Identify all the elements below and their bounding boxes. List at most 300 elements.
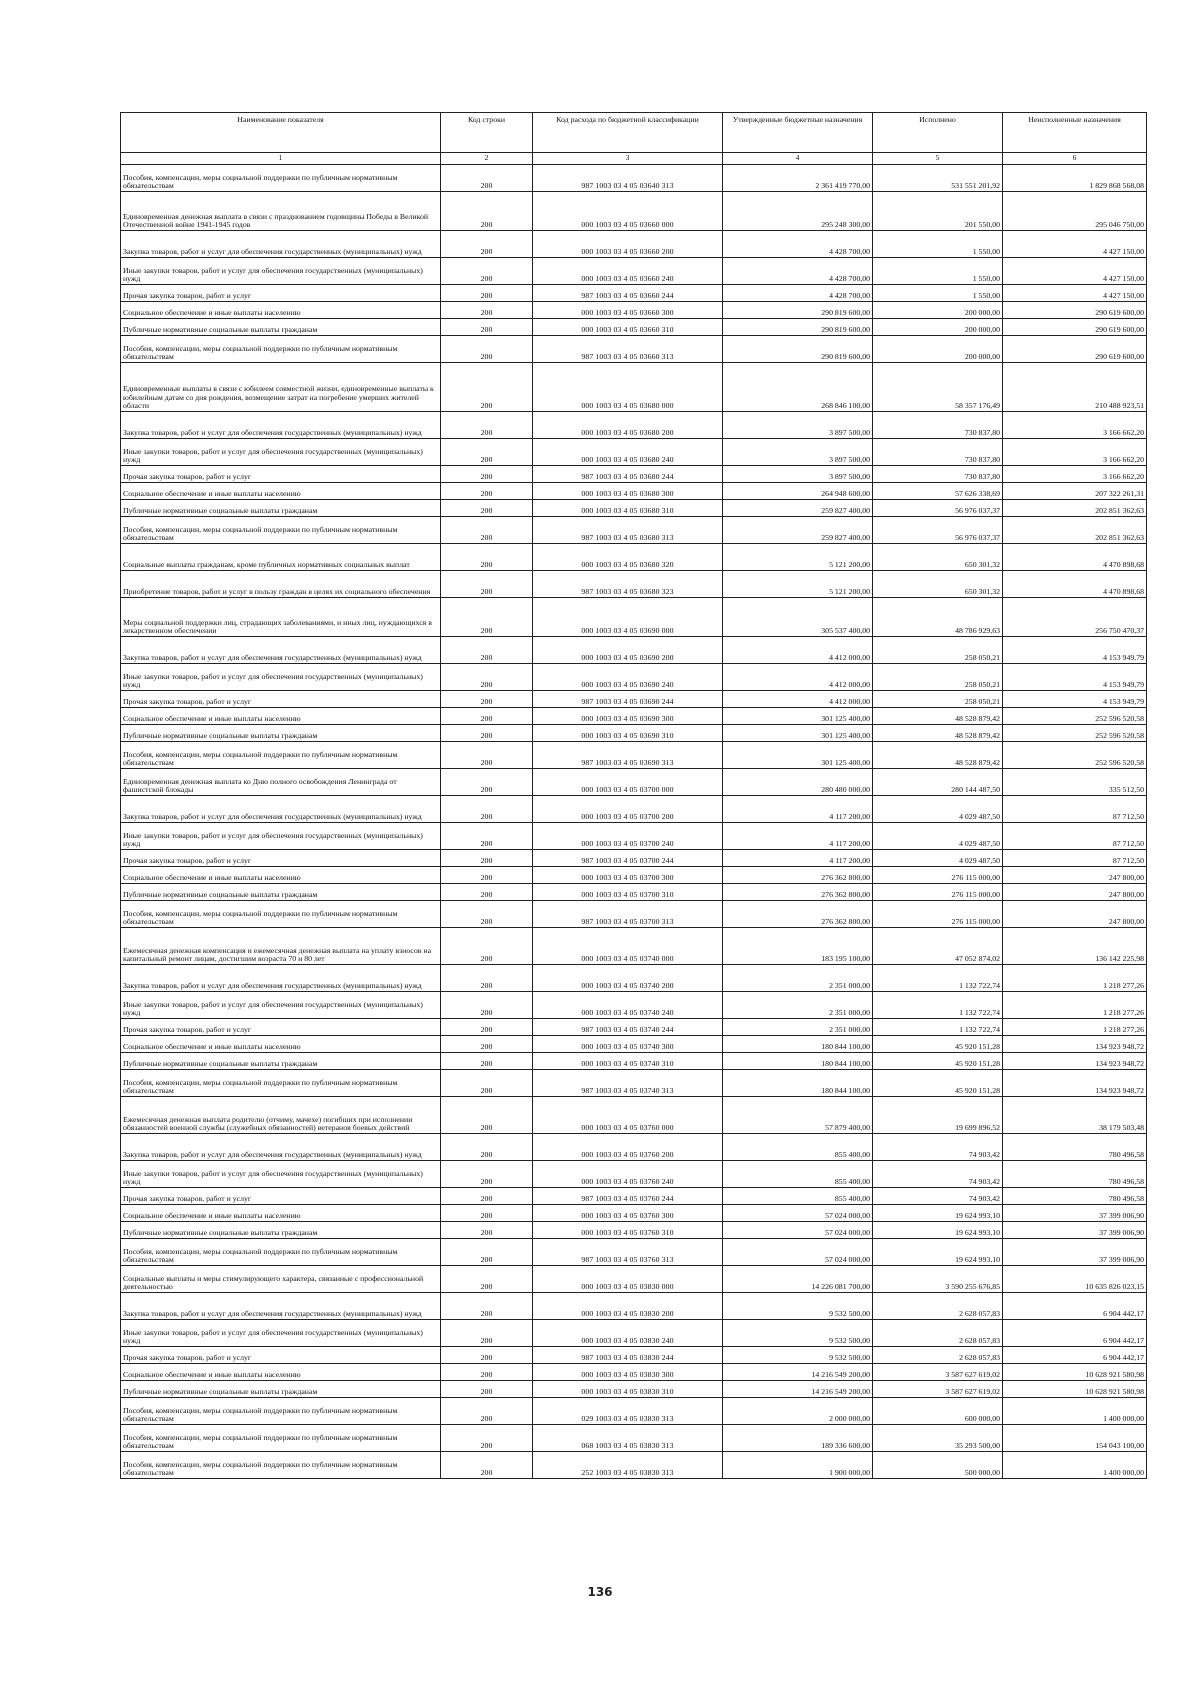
executed-amount: 201 550,00 [873,192,1003,231]
table-row [121,1320,1147,1347]
table-row [121,708,1147,725]
line-code: 200 [441,928,533,965]
line-code: 200 [441,1036,533,1053]
indicator-name: Иные закупки товаров, работ и услуг для обеспечения государственных (муниципальных) нужд [121,664,441,691]
unexecuted-amount: 1 400 000,00 [1003,1398,1147,1425]
executed-amount: 258 050,21 [873,664,1003,691]
line-code: 200 [441,823,533,850]
budget-class-code: 029 1003 03 4 05 03830 313 [533,1398,723,1425]
indicator-name: Публичные нормативные социальные выплаты гражданам [121,500,441,517]
approved-amount: 183 195 100,00 [723,928,873,965]
unexecuted-amount: 3 166 662,20 [1003,412,1147,439]
approved-amount: 180 844 100,00 [723,1070,873,1097]
line-code: 200 [441,1019,533,1036]
line-code: 200 [441,850,533,867]
line-code: 200 [441,1452,533,1479]
budget-class-code: 000 1003 03 4 05 03760 000 [533,1097,723,1134]
unexecuted-amount: 4 153 949,79 [1003,691,1147,708]
table-row [121,1425,1147,1452]
indicator-name: Закупка товаров, работ и услуг для обеспечения государственных (муниципальных) нужд [121,796,441,823]
table-row [121,319,1147,336]
table-row [121,231,1147,258]
unexecuted-amount: 10 628 921 580,98 [1003,1364,1147,1381]
executed-amount: 4 029 487,50 [873,823,1003,850]
executed-amount: 276 115 000,00 [873,884,1003,901]
executed-amount: 531 551 201,92 [873,165,1003,192]
budget-class-code: 000 1003 03 4 05 03760 310 [533,1222,723,1239]
budget-class-code: 000 1003 03 4 05 03660 300 [533,302,723,319]
approved-amount: 276 362 800,00 [723,884,873,901]
indicator-name: Меры социальной поддержки лиц, страдающих заболеваниями, и иных лиц, нуждающихся в лекарственном обеспечении [121,598,441,637]
indicator-name: Социальное обеспечение и иные выплаты населению [121,708,441,725]
unexecuted-amount: 1 218 277,26 [1003,965,1147,992]
approved-amount: 855 400,00 [723,1188,873,1205]
column-number: 5 [873,153,1003,165]
budget-class-code: 000 1003 03 4 05 03830 310 [533,1381,723,1398]
line-code: 200 [441,796,533,823]
indicator-name: Пособия, компенсации, меры социальной поддержки по публичным нормативным обязательствам [121,1452,441,1479]
budget-class-code: 000 1003 03 4 05 03740 000 [533,928,723,965]
executed-amount: 258 050,21 [873,691,1003,708]
line-code: 200 [441,1205,533,1222]
unexecuted-amount: 134 923 948,72 [1003,1070,1147,1097]
unexecuted-amount: 252 596 520,58 [1003,725,1147,742]
indicator-name: Иные закупки товаров, работ и услуг для обеспечения государственных (муниципальных) нужд [121,258,441,285]
unexecuted-amount: 3 166 662,20 [1003,439,1147,466]
approved-amount: 301 125 400,00 [723,708,873,725]
line-code: 200 [441,769,533,796]
line-code: 200 [441,1239,533,1266]
unexecuted-amount: 256 750 470,37 [1003,598,1147,637]
unexecuted-amount: 87 712,50 [1003,850,1147,867]
line-code: 200 [441,1398,533,1425]
budget-class-code: 000 1003 03 4 05 03830 000 [533,1266,723,1293]
budget-class-code: 000 1003 03 4 05 03660 000 [533,192,723,231]
indicator-name: Прочая закупка товаров, работ и услуг [121,1188,441,1205]
line-code: 200 [441,691,533,708]
line-code: 200 [441,258,533,285]
executed-amount: 74 903,42 [873,1134,1003,1161]
indicator-name: Прочая закупка товаров, работ и услуг [121,1019,441,1036]
indicator-name: Прочая закупка товаров, работ и услуг [121,691,441,708]
indicator-name: Иные закупки товаров, работ и услуг для обеспечения государственных (муниципальных) нужд [121,439,441,466]
line-code: 200 [441,544,533,571]
approved-amount: 14 216 549 200,00 [723,1381,873,1398]
line-code: 200 [441,1425,533,1452]
unexecuted-amount: 295 046 750,00 [1003,192,1147,231]
approved-amount: 4 117 200,00 [723,796,873,823]
unexecuted-amount: 4 427 150,00 [1003,258,1147,285]
column-number: 2 [441,153,533,165]
indicator-name: Прочая закупка товаров, работ и услуг [121,850,441,867]
approved-amount: 290 819 600,00 [723,336,873,363]
table-row [121,1293,1147,1320]
executed-amount: 650 301,32 [873,571,1003,598]
header-executed: Исполнено [873,113,1003,153]
line-code: 200 [441,1053,533,1070]
budget-class-code: 987 1003 03 4 05 03760 244 [533,1188,723,1205]
unexecuted-amount: 252 596 520,58 [1003,708,1147,725]
budget-class-code: 987 1003 03 4 05 03760 313 [533,1239,723,1266]
approved-amount: 301 125 400,00 [723,742,873,769]
executed-amount: 48 528 879,42 [873,708,1003,725]
approved-amount: 2 000 000,00 [723,1398,873,1425]
approved-amount: 189 336 600,00 [723,1425,873,1452]
budget-class-code: 000 1003 03 4 05 03680 240 [533,439,723,466]
unexecuted-amount: 10 635 826 023,15 [1003,1266,1147,1293]
line-code: 200 [441,500,533,517]
executed-amount: 48 786 929,63 [873,598,1003,637]
unexecuted-amount: 335 512,50 [1003,769,1147,796]
unexecuted-amount: 247 800,00 [1003,884,1147,901]
line-code: 200 [441,637,533,664]
budget-class-code: 000 1003 03 4 05 03740 310 [533,1053,723,1070]
budget-class-code: 000 1003 03 4 05 03740 240 [533,992,723,1019]
budget-class-code: 987 1003 03 4 05 03690 244 [533,691,723,708]
table-row [121,823,1147,850]
executed-amount: 200 000,00 [873,319,1003,336]
line-code: 200 [441,884,533,901]
approved-amount: 855 400,00 [723,1134,873,1161]
executed-amount: 276 115 000,00 [873,867,1003,884]
indicator-name: Закупка товаров, работ и услуг для обеспечения государственных (муниципальных) нужд [121,1134,441,1161]
line-code: 200 [441,742,533,769]
budget-class-code: 987 1003 03 4 05 03680 244 [533,466,723,483]
indicator-name: Пособия, компенсации, меры социальной поддержки по публичным нормативным обязательствам [121,165,441,192]
table-row [121,1239,1147,1266]
line-code: 200 [441,483,533,500]
approved-amount: 5 121 200,00 [723,544,873,571]
line-code: 200 [441,1188,533,1205]
column-number: 6 [1003,153,1147,165]
table-row [121,1398,1147,1425]
budget-class-code: 000 1003 03 4 05 03660 310 [533,319,723,336]
line-code: 200 [441,412,533,439]
indicator-name: Пособия, компенсации, меры социальной поддержки по публичным нормативным обязательствам [121,1398,441,1425]
table-row [121,439,1147,466]
indicator-name: Иные закупки товаров, работ и услуг для обеспечения государственных (муниципальных) нужд [121,1161,441,1188]
column-number: 3 [533,153,723,165]
unexecuted-amount: 154 043 100,00 [1003,1425,1147,1452]
approved-amount: 259 827 400,00 [723,500,873,517]
indicator-name: Закупка товаров, работ и услуг для обеспечения государственных (муниципальных) нужд [121,1293,441,1320]
table-row [121,884,1147,901]
executed-amount: 45 920 151,28 [873,1053,1003,1070]
approved-amount: 855 400,00 [723,1161,873,1188]
table-row [121,258,1147,285]
indicator-name: Социальное обеспечение и иные выплаты населению [121,1364,441,1381]
table-row [121,1036,1147,1053]
table-row [121,598,1147,637]
budget-class-code: 000 1003 03 4 05 03830 240 [533,1320,723,1347]
executed-amount: 2 628 057,83 [873,1320,1003,1347]
line-code: 200 [441,867,533,884]
approved-amount: 2 351 000,00 [723,992,873,1019]
budget-class-code: 987 1003 03 4 05 03690 313 [533,742,723,769]
line-code: 200 [441,231,533,258]
executed-amount: 74 903,42 [873,1188,1003,1205]
budget-class-code: 000 1003 03 4 05 03830 300 [533,1364,723,1381]
table-row [121,1188,1147,1205]
budget-class-code: 987 1003 03 4 05 03700 313 [533,901,723,928]
executed-amount: 1 132 722,74 [873,1019,1003,1036]
approved-amount: 1 900 000,00 [723,1452,873,1479]
approved-amount: 280 480 000,00 [723,769,873,796]
line-code: 200 [441,319,533,336]
unexecuted-amount: 780 496,58 [1003,1188,1147,1205]
line-code: 200 [441,165,533,192]
table-row [121,1452,1147,1479]
line-code: 200 [441,1161,533,1188]
approved-amount: 9 532 500,00 [723,1293,873,1320]
line-code: 200 [441,466,533,483]
budget-class-code: 000 1003 03 4 05 03680 320 [533,544,723,571]
table-row [121,302,1147,319]
line-code: 200 [441,965,533,992]
indicator-name: Единовременные выплаты в связи с юбилеем совместной жизни, единовременные выплаты к юбилейным датам со дня рождения, возмещение затрат на погребение умерших жителей области [121,363,441,412]
budget-class-code: 000 1003 03 4 05 03690 000 [533,598,723,637]
approved-amount: 4 412 000,00 [723,691,873,708]
indicator-name: Социальные выплаты гражданам, кроме публичных нормативных социальных выплат [121,544,441,571]
indicator-name: Пособия, компенсации, меры социальной поддержки по публичным нормативным обязательствам [121,742,441,769]
unexecuted-amount: 6 904 442,17 [1003,1320,1147,1347]
table-row [121,285,1147,302]
budget-class-code: 000 1003 03 4 05 03680 300 [533,483,723,500]
approved-amount: 276 362 800,00 [723,867,873,884]
table-row [121,796,1147,823]
executed-amount: 74 903,42 [873,1161,1003,1188]
budget-table [120,112,1147,1479]
approved-amount: 4 412 000,00 [723,637,873,664]
approved-amount: 2 351 000,00 [723,1019,873,1036]
approved-amount: 264 948 600,00 [723,483,873,500]
unexecuted-amount: 780 496,58 [1003,1161,1147,1188]
executed-amount: 1 132 722,74 [873,965,1003,992]
budget-class-code: 000 1003 03 4 05 03760 240 [533,1161,723,1188]
table-row [121,412,1147,439]
indicator-name: Иные закупки товаров, работ и услуг для обеспечения государственных (муниципальных) нужд [121,1320,441,1347]
unexecuted-amount: 37 399 006,90 [1003,1205,1147,1222]
approved-amount: 4 428 700,00 [723,231,873,258]
indicator-name: Пособия, компенсации, меры социальной поддержки по публичным нормативным обязательствам [121,1425,441,1452]
column-number: 4 [723,153,873,165]
line-code: 200 [441,725,533,742]
executed-amount: 730 837,80 [873,466,1003,483]
indicator-name: Ежемесячная денежная выплата родителю (отчиму, мачехе) погибших при исполнении обязанностей военной службы (служебных обязанностей) ветеранов боевых действий [121,1097,441,1134]
budget-class-code: 000 1003 03 4 05 03740 300 [533,1036,723,1053]
table-row [121,1266,1147,1293]
budget-class-code: 068 1003 03 4 05 03830 313 [533,1425,723,1452]
unexecuted-amount: 87 712,50 [1003,823,1147,850]
approved-amount: 9 532 500,00 [723,1347,873,1364]
indicator-name: Закупка товаров, работ и услуг для обеспечения государственных (муниципальных) нужд [121,637,441,664]
table-row [121,466,1147,483]
budget-class-code: 987 1003 03 4 05 03740 244 [533,1019,723,1036]
indicator-name: Публичные нормативные социальные выплаты гражданам [121,725,441,742]
header-unexecuted: Неисполненные назначения [1003,113,1147,153]
approved-amount: 290 819 600,00 [723,319,873,336]
table-row [121,867,1147,884]
unexecuted-amount: 1 400 000,00 [1003,1452,1147,1479]
unexecuted-amount: 134 923 948,72 [1003,1036,1147,1053]
line-code: 200 [441,302,533,319]
unexecuted-amount: 6 904 442,17 [1003,1293,1147,1320]
budget-class-code: 987 1003 03 4 05 03640 313 [533,165,723,192]
unexecuted-amount: 37 399 006,90 [1003,1239,1147,1266]
executed-amount: 3 587 627 619,02 [873,1364,1003,1381]
table-row [121,571,1147,598]
executed-amount: 280 144 487,50 [873,769,1003,796]
approved-amount: 290 819 600,00 [723,302,873,319]
budget-class-code: 987 1003 03 4 05 03660 313 [533,336,723,363]
line-code: 200 [441,664,533,691]
approved-amount: 9 532 500,00 [723,1320,873,1347]
indicator-name: Единовременная денежная выплата ко Дню полного освобождения Ленинграда от фашистской блокады [121,769,441,796]
executed-amount: 200 000,00 [873,336,1003,363]
unexecuted-amount: 38 179 503,48 [1003,1097,1147,1134]
header-approved: Утвержденные бюджетные назначения [723,113,873,153]
table-row [121,363,1147,412]
executed-amount: 4 029 487,50 [873,796,1003,823]
executed-amount: 2 628 057,83 [873,1347,1003,1364]
line-code: 200 [441,285,533,302]
indicator-name: Закупка товаров, работ и услуг для обеспечения государственных (муниципальных) нужд [121,412,441,439]
table-body [121,165,1147,1479]
line-code: 200 [441,1293,533,1320]
indicator-name: Единовременная денежная выплата в связи с празднованием годовщины Победы в Великой Отечественной войне 1941-1945 годов [121,192,441,231]
line-code: 200 [441,1070,533,1097]
indicator-name: Социальное обеспечение и иные выплаты населению [121,1036,441,1053]
budget-class-code: 000 1003 03 4 05 03760 200 [533,1134,723,1161]
executed-amount: 45 920 151,28 [873,1070,1003,1097]
page-number: 136 [587,1585,613,1599]
executed-amount: 1 550,00 [873,285,1003,302]
indicator-name: Прочая закупка товаров, работ и услуг [121,466,441,483]
line-code: 200 [441,992,533,1019]
table-row [121,965,1147,992]
table-row [121,1053,1147,1070]
indicator-name: Прочая закупка товаров, работ и услуг [121,1347,441,1364]
approved-amount: 276 362 800,00 [723,901,873,928]
budget-class-code: 000 1003 03 4 05 03680 310 [533,500,723,517]
table-row [121,901,1147,928]
table-row [121,1347,1147,1364]
unexecuted-amount: 290 619 600,00 [1003,319,1147,336]
approved-amount: 3 897 500,00 [723,439,873,466]
indicator-name: Публичные нормативные социальные выплаты гражданам [121,884,441,901]
column-number: 1 [121,153,441,165]
budget-class-code: 000 1003 03 4 05 03700 310 [533,884,723,901]
line-code: 200 [441,192,533,231]
line-code: 200 [441,1347,533,1364]
indicator-name: Публичные нормативные социальные выплаты гражданам [121,1222,441,1239]
unexecuted-amount: 4 427 150,00 [1003,285,1147,302]
executed-amount: 258 050,21 [873,637,1003,664]
executed-amount: 4 029 487,50 [873,850,1003,867]
approved-amount: 4 428 700,00 [723,258,873,285]
header-name: Наименование показателя [121,113,441,153]
line-code: 200 [441,1320,533,1347]
line-code: 200 [441,708,533,725]
table-row [121,637,1147,664]
table-row [121,165,1147,192]
executed-amount: 56 976 037,37 [873,517,1003,544]
unexecuted-amount: 1 829 868 568,08 [1003,165,1147,192]
approved-amount: 57 024 000,00 [723,1222,873,1239]
line-code: 200 [441,1266,533,1293]
indicator-name: Иные закупки товаров, работ и услуг для обеспечения государственных (муниципальных) нужд [121,823,441,850]
unexecuted-amount: 4 470 898,68 [1003,544,1147,571]
line-code: 200 [441,1097,533,1134]
budget-class-code: 000 1003 03 4 05 03680 000 [533,363,723,412]
unexecuted-amount: 6 904 442,17 [1003,1347,1147,1364]
indicator-name: Пособия, компенсации, меры социальной поддержки по публичным нормативным обязательствам [121,901,441,928]
budget-class-code: 987 1003 03 4 05 03660 244 [533,285,723,302]
unexecuted-amount: 210 488 923,51 [1003,363,1147,412]
budget-class-code: 000 1003 03 4 05 03690 240 [533,664,723,691]
line-code: 200 [441,598,533,637]
executed-amount: 19 699 896,52 [873,1097,1003,1134]
budget-class-code: 000 1003 03 4 05 03700 240 [533,823,723,850]
approved-amount: 14 226 081 700,00 [723,1266,873,1293]
budget-class-code: 987 1003 03 4 05 03680 323 [533,571,723,598]
approved-amount: 4 412 000,00 [723,664,873,691]
table-row [121,1222,1147,1239]
approved-amount: 4 117 200,00 [723,850,873,867]
unexecuted-amount: 202 851 362,63 [1003,500,1147,517]
unexecuted-amount: 252 596 520,58 [1003,742,1147,769]
indicator-name: Иные закупки товаров, работ и услуг для обеспечения государственных (муниципальных) нужд [121,992,441,1019]
indicator-name: Социальное обеспечение и иные выплаты населению [121,867,441,884]
executed-amount: 58 357 176,49 [873,363,1003,412]
unexecuted-amount: 4 470 898,68 [1003,571,1147,598]
executed-amount: 1 132 722,74 [873,992,1003,1019]
executed-amount: 3 587 627 619,02 [873,1381,1003,1398]
approved-amount: 180 844 100,00 [723,1053,873,1070]
executed-amount: 45 920 151,28 [873,1036,1003,1053]
executed-amount: 3 590 255 676,85 [873,1266,1003,1293]
indicator-name: Пособия, компенсации, меры социальной поддержки по публичным нормативным обязательствам [121,1070,441,1097]
executed-amount: 19 624 993,10 [873,1222,1003,1239]
approved-amount: 4 428 700,00 [723,285,873,302]
approved-amount: 14 216 549 200,00 [723,1364,873,1381]
approved-amount: 259 827 400,00 [723,517,873,544]
executed-amount: 35 293 500,00 [873,1425,1003,1452]
executed-amount: 730 837,80 [873,412,1003,439]
table-row [121,1019,1147,1036]
table-row [121,664,1147,691]
unexecuted-amount: 290 619 600,00 [1003,302,1147,319]
header-line-code: Код строки [441,113,533,153]
indicator-name: Социальное обеспечение и иные выплаты населению [121,302,441,319]
column-number-row [121,153,1147,165]
approved-amount: 2 351 000,00 [723,965,873,992]
table-row [121,1205,1147,1222]
budget-class-code: 000 1003 03 4 05 03760 300 [533,1205,723,1222]
approved-amount: 301 125 400,00 [723,725,873,742]
budget-class-code: 000 1003 03 4 05 03690 300 [533,708,723,725]
budget-class-code: 987 1003 03 4 05 03830 244 [533,1347,723,1364]
table-row [121,691,1147,708]
indicator-name: Пособия, компенсации, меры социальной поддержки по публичным нормативным обязательствам [121,336,441,363]
approved-amount: 57 879 400,00 [723,1097,873,1134]
unexecuted-amount: 1 218 277,26 [1003,992,1147,1019]
indicator-name: Публичные нормативные социальные выплаты гражданам [121,319,441,336]
line-code: 200 [441,517,533,544]
unexecuted-amount: 10 628 921 580,98 [1003,1381,1147,1398]
budget-class-code: 000 1003 03 4 05 03700 000 [533,769,723,796]
indicator-name: Пособия, компенсации, меры социальной поддержки по публичным нормативным обязательствам [121,1239,441,1266]
